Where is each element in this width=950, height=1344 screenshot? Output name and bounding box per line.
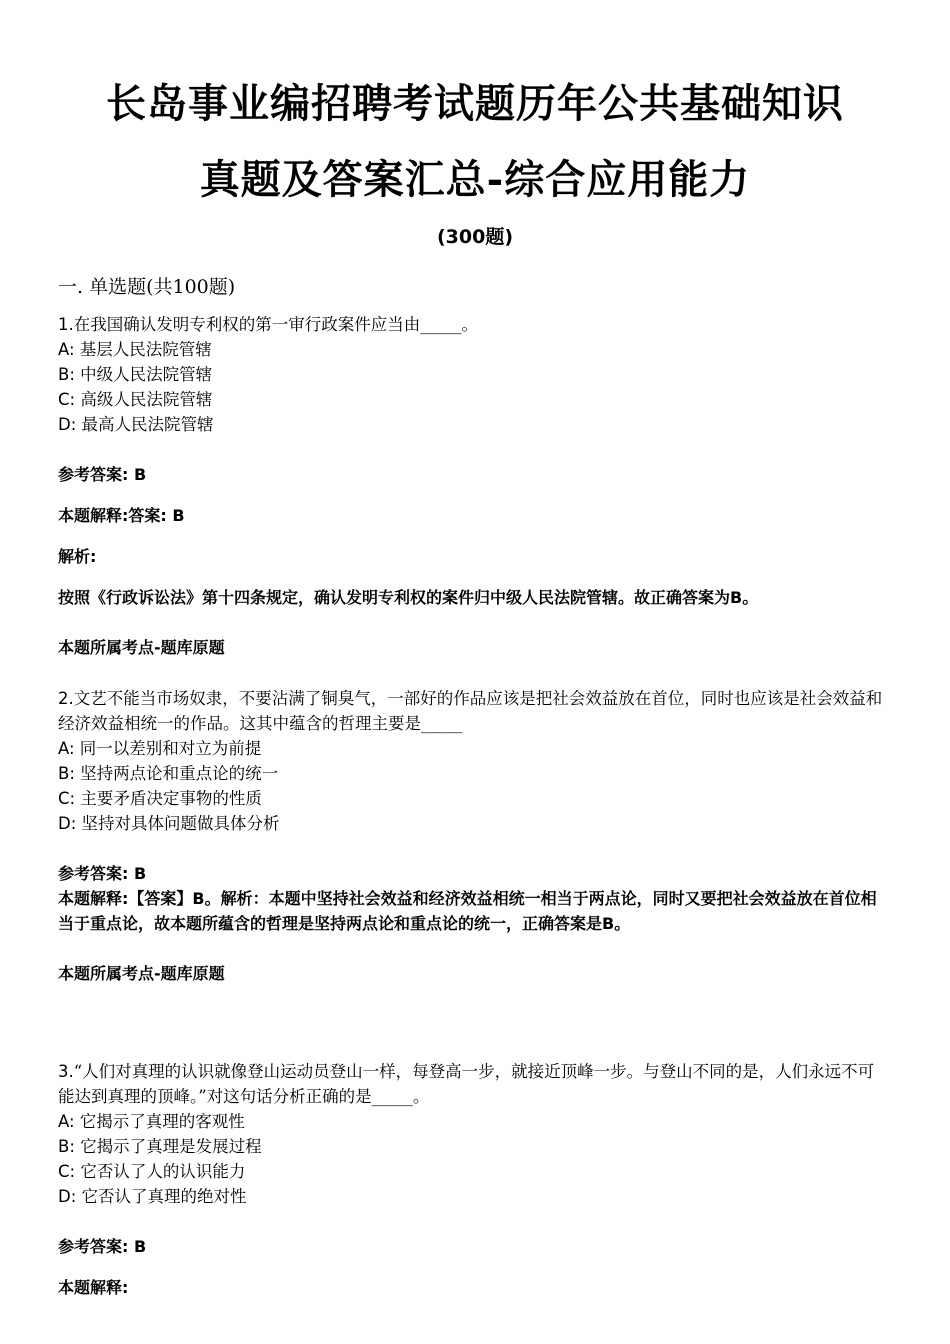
option-text: 它揭示了真理是发展过程 (74, 1137, 262, 1156)
option-text: 基层人民法院管辖 (74, 340, 212, 359)
option-key: D: (58, 814, 77, 833)
question-number: 2. (58, 689, 74, 708)
option-key: D: (58, 1187, 77, 1206)
option-d (58, 412, 888, 437)
question-count: (300题) (436, 226, 514, 248)
option-c (58, 1159, 888, 1184)
explanation-label: 本题解释: (58, 1278, 129, 1297)
reference-answer: 参考答案: B (58, 864, 147, 883)
question-1 (58, 312, 888, 660)
option-key: D: (58, 415, 77, 434)
option-a (58, 1109, 888, 1134)
question-stem (58, 686, 888, 736)
explanation-label: 本题解释:答案: B (58, 506, 185, 525)
section-heading: 一. 单选题(共100题) (58, 276, 236, 298)
option-d (58, 811, 888, 836)
option-text: 它否认了真理的绝对性 (76, 1187, 247, 1206)
explanation-sub-label: 解析: (58, 547, 97, 566)
reference-answer: 参考答案: B (58, 465, 147, 484)
question-stem (58, 1059, 888, 1109)
option-key: C: (58, 390, 76, 409)
option-text: 最高人民法院管辖 (76, 415, 214, 434)
option-text: 坚持两点论和重点论的统一 (74, 764, 279, 783)
option-text: 坚持对具体问题做具体分析 (76, 814, 280, 833)
question-topic: 本题所属考点-题库原题 (58, 964, 225, 983)
option-a (58, 337, 888, 362)
option-text: 高级人民法院管辖 (75, 390, 213, 409)
option-b (58, 761, 888, 786)
question-number: 3. (58, 1062, 74, 1081)
option-c (58, 387, 888, 412)
explanation-text: 按照《行政诉讼法》第十四条规定，确认发明专利权的案件归中级人民法院管辖。故正确答案为B。 (58, 588, 759, 607)
option-text: 它揭示了真理的客观性 (74, 1112, 245, 1131)
question-stem (58, 312, 888, 337)
document-title-line-2: 真题及答案汇总-综合应用能力 (199, 156, 751, 203)
option-key: B: (58, 764, 75, 783)
option-d (58, 1184, 888, 1209)
explanation-text: 本题解释:【答案】B。解析：本题中坚持社会效益和经济效益相统一相当于两点论，同时又要把社会效益放在首位相当于重点论，故本题所蕴含的哲理是坚持两点论和重点论的统一，正确答案是B。 (58, 889, 877, 933)
question-text: “人们对真理的认识就像登山运动员登山一样，每登高一步，就接近顶峰一步。与登山不同的是，人们永远不可能达到真理的顶峰。”对这句话分析正确的是_____。 (58, 1062, 875, 1106)
reference-answer: 参考答案: B (58, 1237, 147, 1256)
option-key: C: (58, 789, 76, 808)
option-b (58, 1134, 888, 1159)
option-text: 同一以差别和对立为前提 (74, 739, 262, 758)
option-b (58, 362, 888, 387)
option-text: 它否认了人的认识能力 (75, 1162, 246, 1181)
question-number: 1. (58, 315, 74, 334)
option-key: A: (58, 340, 75, 359)
document-title-line-1: 长岛事业编招聘考试题历年公共基础知识 (106, 80, 844, 127)
option-key: B: (58, 365, 75, 384)
option-text: 主要矛盾决定事物的性质 (75, 789, 262, 808)
option-c (58, 786, 888, 811)
question-topic: 本题所属考点-题库原题 (58, 638, 225, 657)
question-text: 文艺不能当市场奴隶，不要沾满了铜臭气，一部好的作品应该是把社会效益放在首位，同时也应该是社会效益和经济效益相统一的作品。这其中蕴含的哲理主要是_____ (58, 689, 883, 733)
question-2 (58, 686, 888, 986)
option-key: A: (58, 1112, 75, 1131)
option-key: B: (58, 1137, 75, 1156)
option-key: C: (58, 1162, 76, 1181)
question-text: 在我国确认发明专利权的第一审行政案件应当由_____。 (73, 315, 478, 334)
question-3 (58, 1059, 888, 1316)
option-text: 中级人民法院管辖 (74, 365, 213, 384)
option-key: A: (58, 739, 75, 758)
option-a (58, 736, 888, 761)
